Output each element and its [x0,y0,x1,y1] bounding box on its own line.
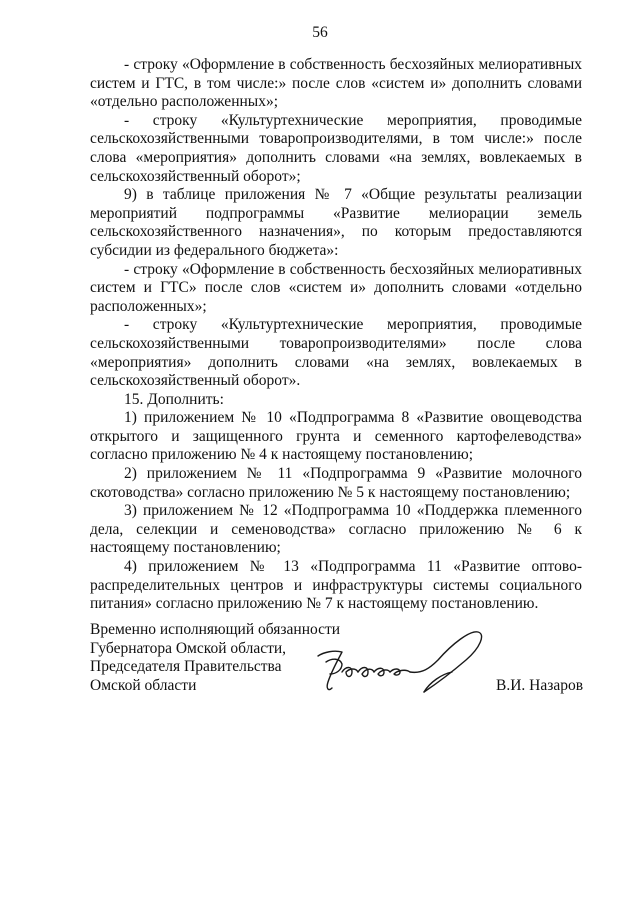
signatory-position [90,621,340,695]
handwritten-signature [312,622,492,702]
paragraph-6: 15. Дополнить: [124,390,224,408]
document-body [90,56,582,614]
signatory-position-line-4: Омской области [90,676,197,694]
paragraph-8: 2) приложением № 11 «Подпрограмма 9 «Развитие молочного скотоводства» согласно приложению № 5 к настоящему постановлению; [90,465,582,501]
signatory-name: В.И. Назаров [496,677,584,694]
paragraph-5: - строку «Культуртехнические мероприятия, проводимые сельскохозяйственными товаропроизводителями» после слова «мероприятия» дополнить словами «на землях, вовлекаемых в сельскохозяйственный оборот». [90,316,582,390]
paragraph-9: 3) приложением № 12 «Подпрограмма 10 «Поддержка племенного дела, селекции и семеноводства» согласно приложению № 6 к настоящему постановлению; [90,502,582,557]
signatory-position-line-1: Временно исполняющий обязанности [90,621,341,638]
page-number: 56 [312,24,328,41]
paragraph-2: - строку «Культуртехнические мероприятия, проводимые сельскохозяйственными товаропроизводителями, в том числе:» после слова «мероприятия» дополнить словами «на землях, вовлекаемых в сельскохозяйственный оборот»; [90,111,582,185]
signatory-position-line-3: Председателя Правительства [90,658,282,676]
paragraph-4: - строку «Оформление в собственность бесхозяйных мелиоративных систем и ГТС» после слов «систем и» дополнить словами «отдельно расположенных»; [90,260,582,315]
paragraph-1: - строку «Оформление в собственность бесхозяйных мелиоративных систем и ГТС, в том числе:» после слов «систем и» дополнить словами «отдельно расположенных»; [90,56,582,111]
paragraph-10: 4) приложением № 13 «Подпрограмма 11 «Развитие оптово-распределительных центров и инфраструктуры системы социального питания» согласно приложению № 7 к настоящему постановлению. [90,558,582,613]
paragraph-3: 9) в таблице приложения № 7 «Общие результаты реализации мероприятий подпрограммы «Развитие мелиорации земель сельскохозяйственного назначения», по которым предоставляются субсидии из федерального бюджета»: [90,186,582,259]
paragraph-7: 1) приложением № 10 «Подпрограмма 8 «Развитие овощеводства открытого и защищенного грунта и семенного картофелеводства» согласно приложению № 4 к настоящему постановлению; [90,409,582,464]
signatory-position-line-2: Губернатора Омской области, [90,639,287,657]
